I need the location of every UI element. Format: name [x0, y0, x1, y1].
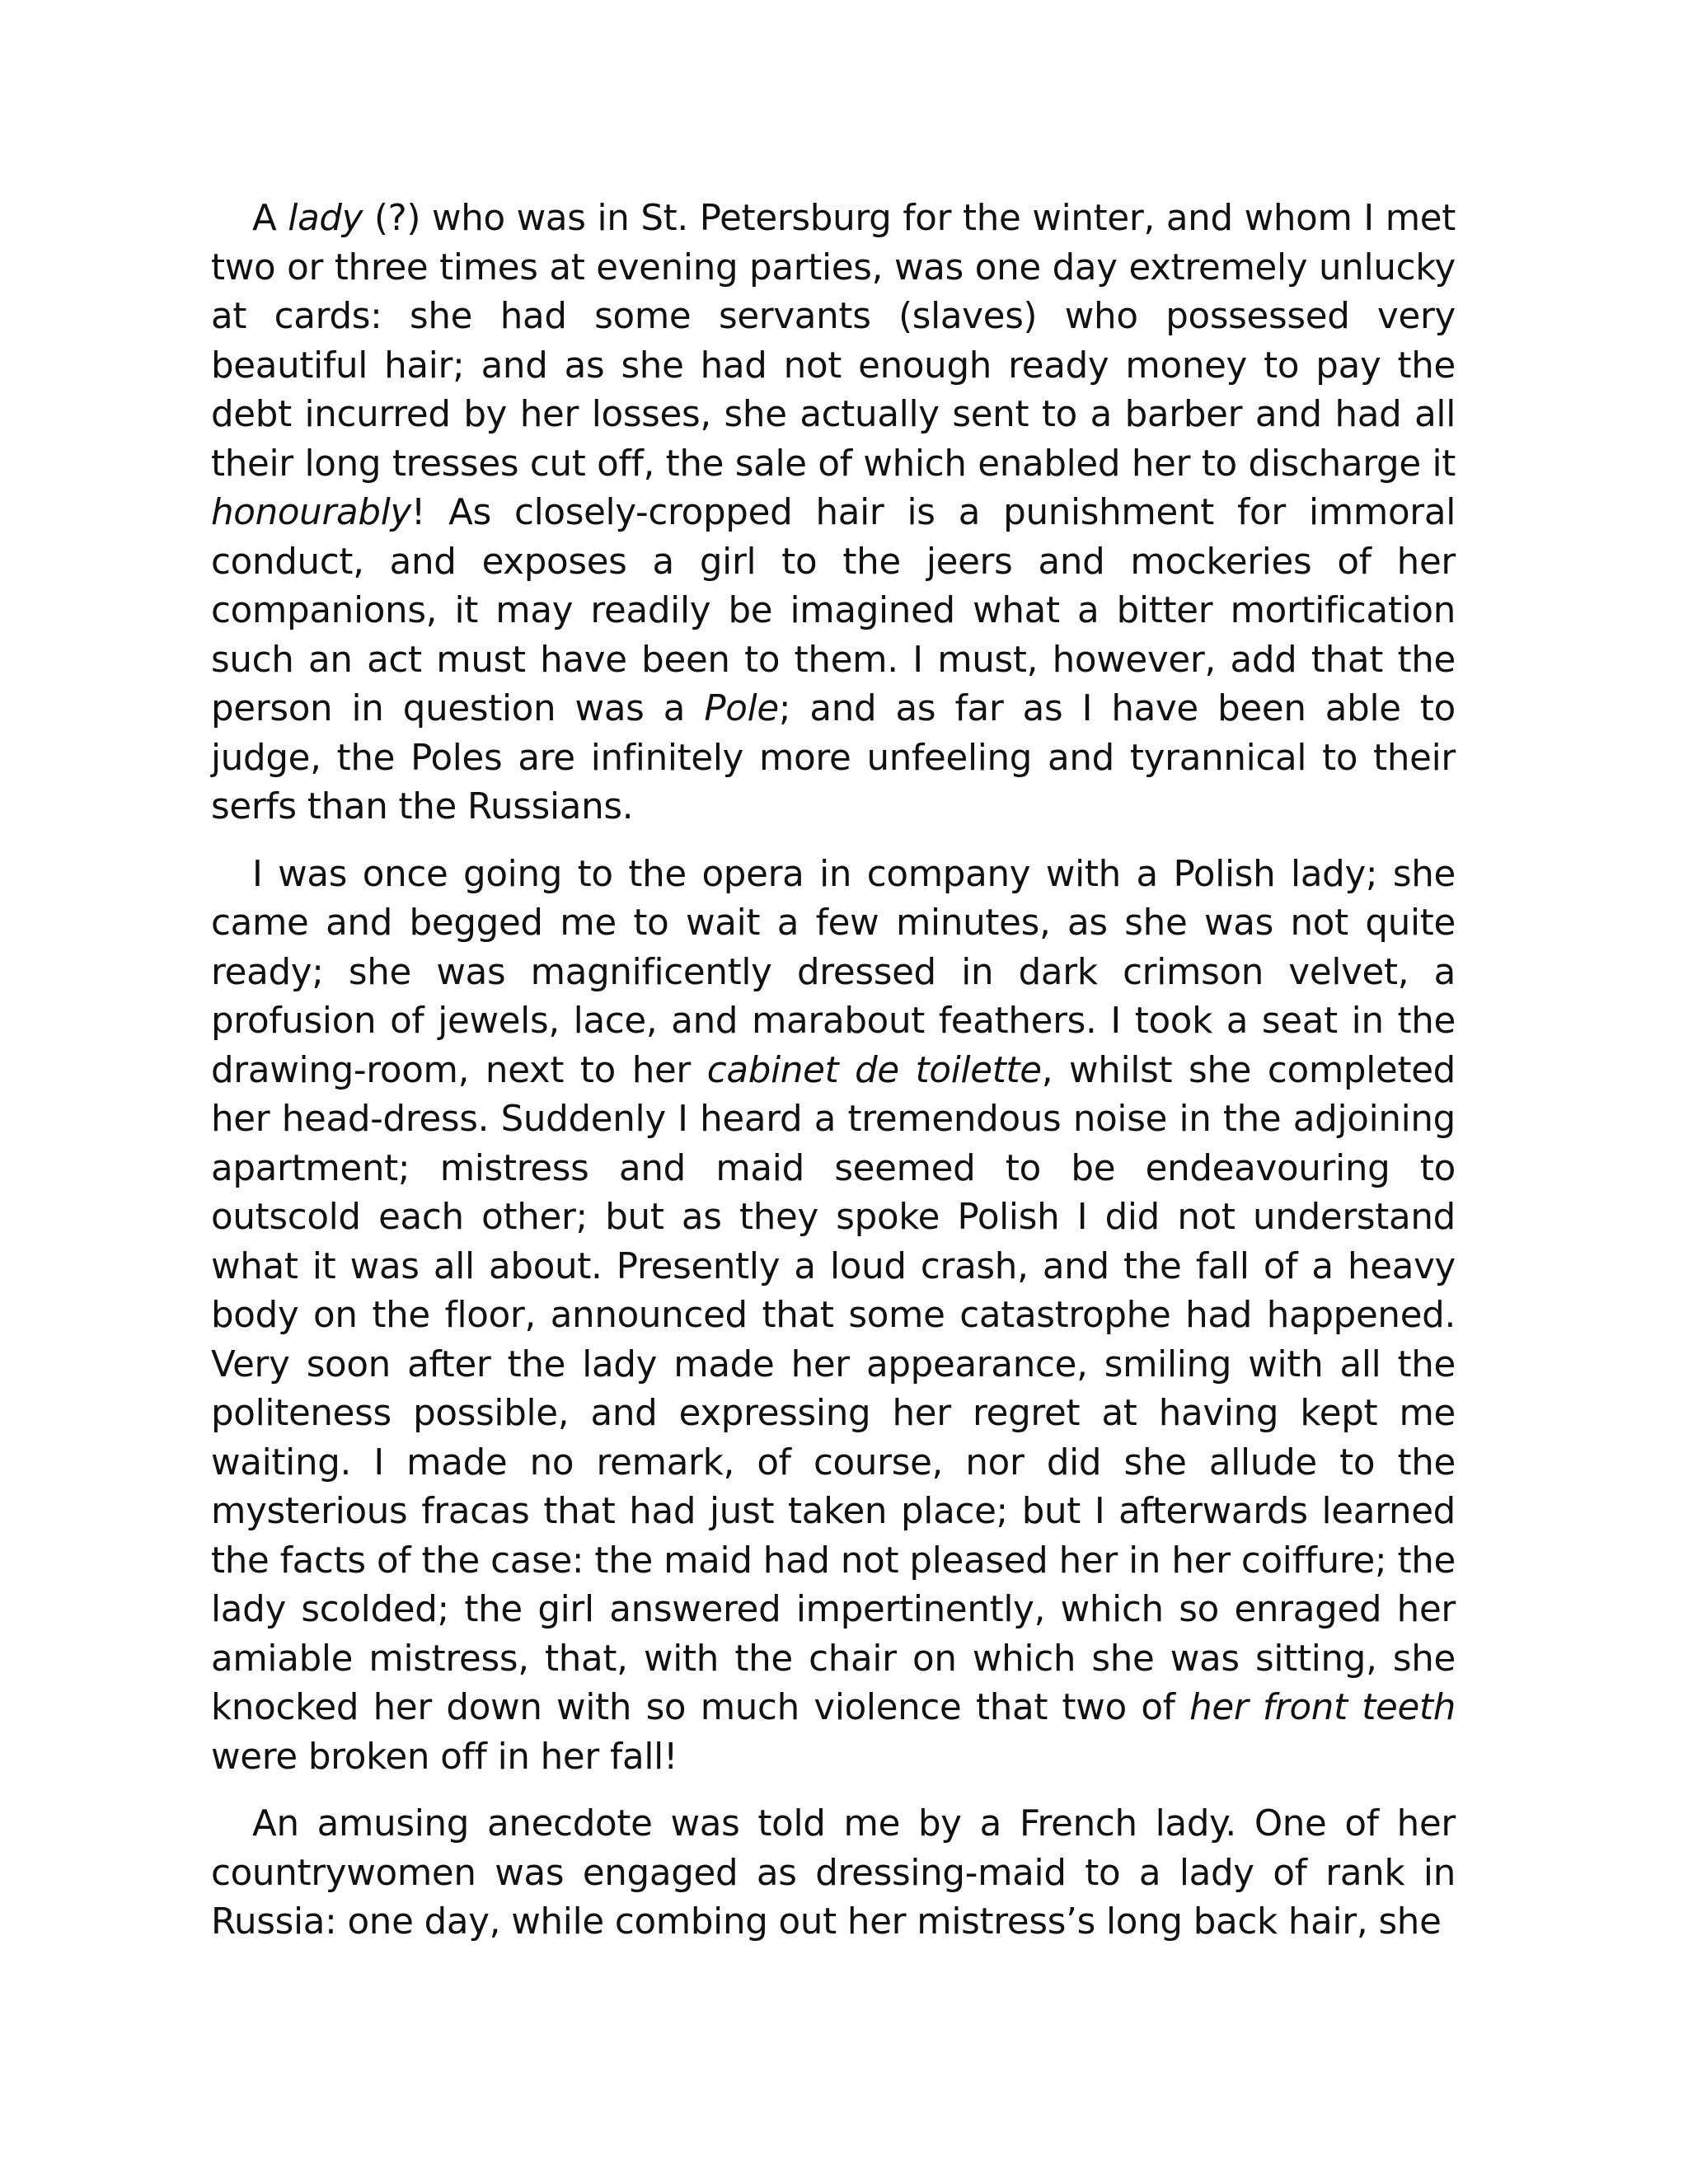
paragraph-2: [211, 851, 1456, 1783]
italic-text-segment: Pole: [704, 688, 779, 729]
text-segment: were broken off in her fall!: [211, 1736, 678, 1778]
document-page: [211, 194, 1456, 1947]
text-segment: (?) who was in St. Petersburg for the winter, and whom I met two or three times at evening parties, was one day extremely unlucky at cards: she had some servants (slaves) who possessed very beautiful hair; and as she had not enough ready money to pay the debt incurred by her losses, she actually sent to a barber and had all their long tresses cut off, the sale of which enabled her to discharge it: [211, 198, 1456, 485]
text-segment: ; and as far as I have been able to judge, the Poles are infinitely more unfeeling and tyrannical to their serfs than the Russians.: [211, 688, 1456, 827]
italic-text-segment: lady: [288, 198, 363, 239]
text-segment: , whilst she completed her head-dress. Suddenly I heard a tremendous noise in the adjoining apartment; mistress and maid seemed to be endeavouring to outscold each other; but as they spoke Polish I did not understand what it was all about. Presently a loud crash, and the fall of a heavy body on the floor, announced that some catastrophe had happened. Very soon after the lady made her appearance, smiling with all the politeness possible, and expressing her regret at having kept me waiting. I made no remark, of course, nor did she allude to the mysterious fracas that had just taken place; but I afterwards learned the facts of the case: the maid had not pleased her in her coiffure; the lady scolded; the girl answered impertinently, which so enraged her amiable mistress, that, with the chair on which she was sitting, she knocked her down with so much violence that two of: [211, 1049, 1456, 1728]
text-segment: An amusing anecdote was told me by a French lady. One of her countrywomen was engaged as dressing-maid to a lady of rank in Russia: one day, while combing out her mistress’s long back hair, she: [211, 1803, 1456, 1943]
text-segment: ! As closely-cropped hair is a punishment for immoral conduct, and exposes a girl to the jeers and mockeries of her companions, it may readily be imagined what a bitter mortification such an act must have been to them. I must, however, add that the person in question was a: [211, 492, 1456, 729]
text-segment: A: [252, 198, 288, 239]
text-segment: I was once going to the opera in company with a Polish lady; she came and begged me to wait a few minutes, as she was not quite ready; she was magnificently dressed in dark crimson velvet, a profusion of jewels, lace, and marabout feathers. I took a seat in the drawing-room, next to her: [211, 853, 1456, 1091]
italic-text-segment: honourably: [211, 492, 411, 533]
italic-text-segment: her front teeth: [1189, 1687, 1456, 1728]
paragraph-1: [211, 194, 1456, 832]
paragraph-3: [211, 1800, 1456, 1947]
italic-text-segment: cabinet de toilette: [706, 1049, 1042, 1091]
